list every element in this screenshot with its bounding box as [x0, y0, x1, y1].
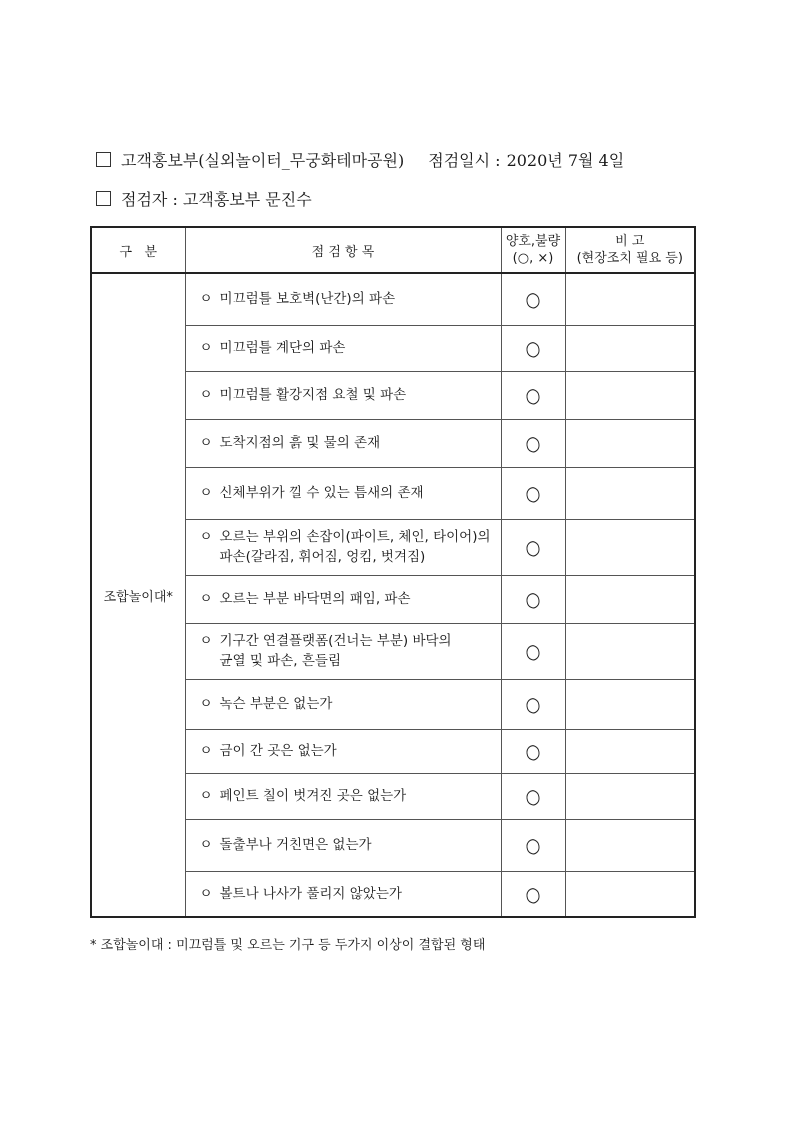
bullet-icon: ㅇ: [199, 485, 213, 501]
checkbox-icon: [96, 152, 111, 167]
bullet-icon: ㅇ: [199, 788, 213, 804]
inspection-item: [185, 729, 501, 773]
bullet-icon: ㅇ: [199, 435, 213, 451]
result-mark: ○: [523, 832, 543, 858]
result-header-line1: 양호,불량: [505, 234, 561, 249]
column-header-category: 구 분: [91, 227, 185, 273]
remark-cell: [565, 871, 695, 917]
item-text: 기구간 연결플랫폼(건너는 부분) 바닥의: [219, 633, 452, 649]
inspection-item: [185, 519, 501, 575]
remark-cell: [565, 467, 695, 519]
inspection-item: [185, 467, 501, 519]
item-text: 미끄럼틀 보호벽(난간)의 파손: [219, 291, 396, 308]
item-text-continued: 균열 및 파손, 흔들림: [219, 653, 341, 669]
result-mark: ○: [523, 286, 543, 313]
inspection-item: [185, 575, 501, 623]
inspection-item: [185, 679, 501, 729]
inspection-item: [185, 419, 501, 467]
item-text: 페인트 칠이 벗겨진 곳은 없는가: [219, 788, 407, 804]
item-text: 미끄럼틀 계단의 파손: [219, 340, 346, 356]
result-cell: [501, 819, 565, 871]
result-cell: [501, 419, 565, 467]
result-mark: ○: [523, 783, 543, 809]
remark-cell: [565, 371, 695, 419]
column-header-remark: [565, 227, 695, 273]
item-text: 오르는 부분 바닥면의 패임, 파손: [219, 591, 411, 607]
result-cell: [501, 467, 565, 519]
result-mark: ○: [523, 638, 543, 664]
remark-cell: [565, 575, 695, 623]
footnote: * 조합놀이대 : 미끄럼틀 및 오르는 기구 등 두가지 이상이 결합된 형태: [90, 938, 486, 953]
inspector-info: 점검자 : 고객홍보부 문진수: [121, 190, 312, 209]
result-mark: ○: [523, 880, 543, 907]
result-mark: ○: [523, 586, 543, 612]
item-text: 금이 간 곳은 없는가: [219, 743, 337, 759]
inspection-item: [185, 871, 501, 917]
item-text-continued: 파손(갈라짐, 휘어짐, 엉킴, 벗겨짐): [219, 549, 426, 565]
bullet-icon: ㅇ: [199, 591, 213, 607]
remark-cell: [565, 325, 695, 371]
remark-header-line1: 비 고: [615, 234, 645, 249]
item-text: 도착지점의 흙 및 물의 존재: [219, 435, 381, 451]
bullet-icon: ㅇ: [199, 837, 213, 853]
result-mark: ○: [523, 691, 543, 717]
item-text: 미끄럼틀 활강지점 요철 및 파손: [219, 387, 407, 403]
inspection-date-value: 2020년 7월 4일: [506, 151, 625, 170]
checkbox-icon: [96, 191, 111, 206]
result-mark: ○: [523, 430, 543, 456]
bullet-icon: ㅇ: [199, 633, 213, 649]
inspection-item: [185, 773, 501, 819]
inspection-item: [185, 623, 501, 679]
department-title: 고객홍보부(실외놀이터_무궁화테마공원): [121, 151, 405, 170]
remark-cell: [565, 273, 695, 325]
category-cell: 조합놀이대*: [91, 273, 185, 917]
item-text: 녹슨 부분은 없는가: [219, 696, 333, 712]
bullet-icon: ㅇ: [199, 885, 213, 902]
result-mark: ○: [523, 480, 543, 506]
result-mark: ○: [523, 738, 543, 764]
table-header-row: [91, 227, 695, 273]
column-header-result: [501, 227, 565, 273]
inspection-item: [185, 371, 501, 419]
remark-cell: [565, 519, 695, 575]
item-text: 오르는 부위의 손잡이(파이트, 체인, 타이어)의: [219, 529, 491, 545]
item-text: 돌출부나 거친면은 없는가: [219, 837, 372, 853]
inspection-date-label: 점검일시 :: [428, 151, 501, 170]
result-cell: [501, 273, 565, 325]
remark-cell: [565, 729, 695, 773]
result-cell: [501, 519, 565, 575]
bullet-icon: ㅇ: [199, 340, 213, 356]
inspection-item: [185, 273, 501, 325]
result-mark: ○: [523, 382, 543, 408]
bullet-icon: ㅇ: [199, 529, 213, 545]
column-header-item: 점 검 항 목: [185, 227, 501, 273]
result-cell: [501, 623, 565, 679]
header-line-2: [96, 187, 312, 210]
inspection-item: [185, 325, 501, 371]
result-header-line2: (○, ×): [512, 251, 554, 266]
result-cell: [501, 679, 565, 729]
item-text: 볼트나 나사가 풀리지 않았는가: [219, 885, 402, 902]
inspection-table: [90, 226, 696, 918]
remark-cell: [565, 679, 695, 729]
remark-cell: [565, 819, 695, 871]
remark-header-line2: (현장조치 필요 등): [576, 251, 683, 266]
result-mark: ○: [523, 335, 543, 361]
result-cell: [501, 575, 565, 623]
bullet-icon: ㅇ: [199, 387, 213, 403]
bullet-icon: ㅇ: [199, 743, 213, 759]
item-text: 신체부위가 낄 수 있는 틈새의 존재: [219, 485, 424, 501]
table-row: [91, 273, 695, 325]
result-cell: [501, 871, 565, 917]
inspection-item: [185, 819, 501, 871]
remark-cell: [565, 419, 695, 467]
remark-cell: [565, 773, 695, 819]
bullet-icon: ㅇ: [199, 696, 213, 712]
result-cell: [501, 729, 565, 773]
result-mark: ○: [523, 534, 543, 560]
remark-cell: [565, 623, 695, 679]
result-cell: [501, 371, 565, 419]
result-cell: [501, 325, 565, 371]
result-cell: [501, 773, 565, 819]
header-line-1: [96, 148, 624, 171]
bullet-icon: ㅇ: [199, 291, 213, 308]
